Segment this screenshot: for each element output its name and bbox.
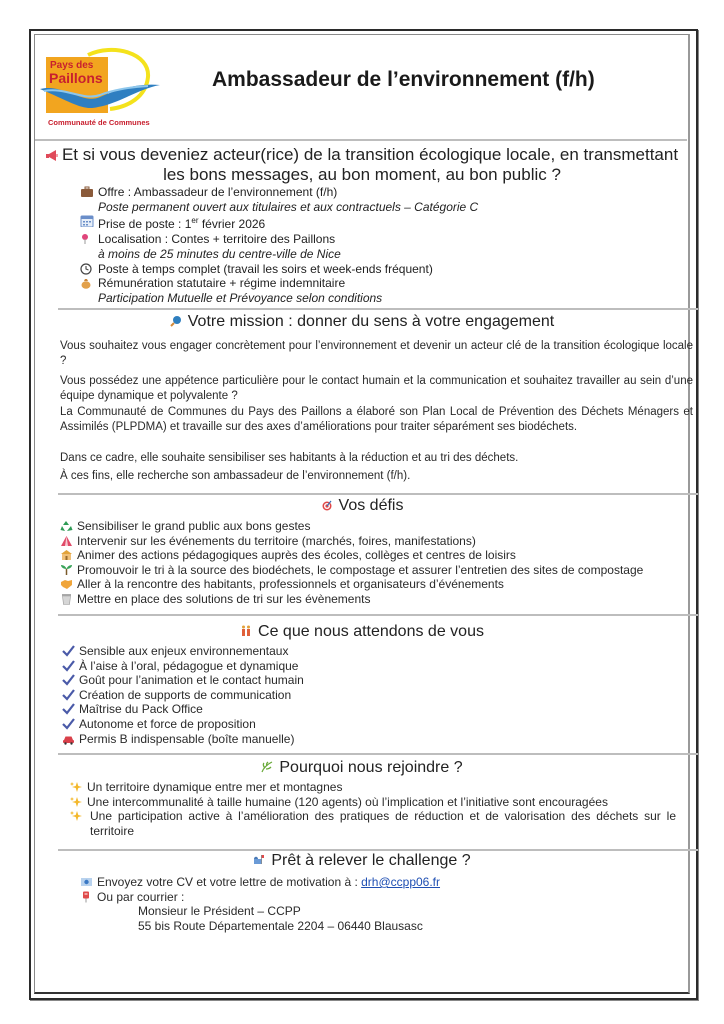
list-item-text: Aller à la rencontre des habitants, professionnels et organisateurs d’événements xyxy=(77,577,504,592)
list-item xyxy=(62,673,682,688)
pourquoi-heading xyxy=(36,759,688,777)
salary-subtitle: Participation Mutuelle et Prévoyance selon conditions xyxy=(98,290,383,305)
check-icon xyxy=(62,718,75,730)
megaphone-icon xyxy=(46,150,58,161)
mission-paragraph: À ces fins, elle recherche son ambassadeur de l’environnement (f/h). xyxy=(60,470,411,482)
offer-item xyxy=(80,214,680,232)
pourquoi-heading-text: Pourquoi nous rejoindre ? xyxy=(279,759,463,776)
list-item-text: Une intercommunalité à taille humaine (120 agents) où l’implication et l’initiative sont encouragées xyxy=(87,794,608,809)
divider xyxy=(35,139,687,141)
list-item xyxy=(60,592,700,607)
divider xyxy=(58,614,698,616)
check-icon xyxy=(62,645,75,657)
list-item xyxy=(62,717,682,732)
seedling-icon xyxy=(60,564,73,576)
divider xyxy=(58,849,698,851)
mailbox-icon xyxy=(253,854,265,866)
pourquoi-list xyxy=(70,780,676,838)
start-date-sup: er xyxy=(191,216,199,226)
page-title: Ambassadeur de l’environnement (f/h) xyxy=(212,68,595,91)
offer-item xyxy=(80,232,680,247)
magnifier-icon xyxy=(170,315,182,327)
defis-list xyxy=(60,519,700,607)
divider xyxy=(58,493,698,495)
list-item-text: Permis B indispensable (boîte manuelle) xyxy=(79,731,295,746)
address-line: 55 bis Route Départementale 2204 – 06440 Blausasc xyxy=(138,918,423,933)
logo-line2: Paillons xyxy=(49,70,103,86)
offer-item xyxy=(80,262,680,277)
address-line: Monsieur le Président – CCPP xyxy=(138,904,301,919)
mission-paragraph: Vous possédez une appétence particulière pour le contact humain et la communication et souhaitez travailler au sein d’une équipe dynamique et polyvalente ? xyxy=(60,375,693,402)
list-item-text: Une participation active à l’amélioration des pratiques de réduction et de valorisation des déchets sur le territoire xyxy=(90,809,676,838)
divider xyxy=(58,753,698,755)
car-icon xyxy=(62,733,75,745)
post-row xyxy=(80,890,680,905)
offer-details xyxy=(80,185,680,306)
sparkles-icon xyxy=(70,781,83,793)
email-link[interactable]: drh@ccpp06.fr xyxy=(361,875,441,889)
mission-heading-text: Votre mission : donner du sens à votre engagement xyxy=(187,313,555,330)
start-date xyxy=(98,214,265,232)
logo-line1: Pays des xyxy=(50,60,94,71)
list-item xyxy=(60,519,700,534)
target-icon xyxy=(321,499,333,511)
list-item xyxy=(62,688,682,703)
email-instruction xyxy=(97,875,440,890)
pays-des-paillons-logo xyxy=(38,45,168,130)
offer-subtitle: Poste permanent ouvert aux titulaires et aux contractuels – Catégorie C xyxy=(98,199,479,214)
list-item xyxy=(62,644,682,659)
briefcase-icon xyxy=(80,186,94,198)
check-icon xyxy=(62,660,75,672)
mission-paragraph: La Communauté de Communes du Pays des Paillons a élaboré son Plan Local de Prévention des Déchets Ménagers et Assimilés (PLPDMA) et travaille sur des axes d’améliorations pour traiter séparément ses biodéchets. xyxy=(60,406,693,433)
list-item-text: Goût pour l’animation et le contact humain xyxy=(79,673,304,688)
check-icon xyxy=(62,674,75,686)
location: Localisation : Contes + territoire des Paillons xyxy=(98,232,336,247)
people-icon xyxy=(240,625,252,637)
sparkles-icon xyxy=(70,810,83,822)
mission-paragraph: Vous souhaitez vous engager concrètement pour l’environnement et devenir un acteur clé de la transition écologique locale ? xyxy=(60,340,693,367)
attentes-heading xyxy=(36,623,688,641)
recycle-icon xyxy=(60,520,73,532)
list-item xyxy=(62,659,682,674)
challenge-heading-text: Prêt à relever le challenge ? xyxy=(271,852,471,869)
list-item xyxy=(60,534,700,549)
pin-icon xyxy=(80,233,94,245)
list-item xyxy=(62,732,682,747)
contact-list xyxy=(80,875,680,933)
list-item xyxy=(60,563,700,578)
list-item-text: Autonome et force de proposition xyxy=(79,716,256,731)
start-date-prefix: Prise de poste : 1 xyxy=(98,217,192,232)
leaf-icon xyxy=(261,761,273,773)
clock-icon xyxy=(80,263,94,275)
email-row xyxy=(80,875,680,890)
defis-heading xyxy=(36,497,688,515)
list-item xyxy=(70,780,676,795)
list-item xyxy=(70,809,676,838)
trash-can-icon xyxy=(60,593,73,605)
list-item-text: Maîtrise du Pack Office xyxy=(79,702,203,717)
offer-title: Offre : Ambassadeur de l’environnement (f/h) xyxy=(98,185,338,199)
attentes-heading-text: Ce que nous attendons de vous xyxy=(258,623,484,640)
school-icon xyxy=(60,549,73,561)
intro-text: Et si vous deveniez acteur(rice) de la transition écologique locale, en transmettant les bons messages, au bon moment, au bon public ? xyxy=(61,145,679,184)
postbox-icon xyxy=(80,891,93,903)
divider xyxy=(58,308,698,310)
defis-heading-text: Vos défis xyxy=(338,497,404,514)
list-item-text: Création de supports de communication xyxy=(79,687,292,702)
offer-item xyxy=(80,276,680,291)
money-bag-icon xyxy=(80,277,94,289)
mission-heading xyxy=(36,313,688,331)
list-item-text: À l’aise à l’oral, pédagogue et dynamique xyxy=(79,658,299,673)
email-icon xyxy=(80,876,93,888)
list-item-text: Sensibiliser le grand public aux bons gestes xyxy=(77,519,311,533)
list-item xyxy=(62,702,682,717)
list-item-text: Intervenir sur les événements du territoire (marchés, foires, manifestations) xyxy=(77,533,476,548)
list-item-text: Animer des actions pédagogiques auprès des écoles, collèges et centres de loisirs xyxy=(77,548,516,563)
list-item xyxy=(60,548,700,563)
working-time: Poste à temps complet (travail les soirs et week-ends fréquent) xyxy=(98,261,433,276)
intro-heading xyxy=(36,145,688,185)
attentes-list xyxy=(62,644,682,746)
logo-tagline: Communauté de Communes xyxy=(48,118,150,127)
email-prefix: Envoyez votre CV et votre lettre de motivation à : xyxy=(97,875,362,889)
list-item-text: Un territoire dynamique entre mer et montagnes xyxy=(87,780,343,794)
sparkles-icon xyxy=(70,796,83,808)
check-icon xyxy=(62,703,75,715)
handshake-icon xyxy=(60,578,73,590)
list-item-text: Promouvoir le tri à la source des biodéchets, le compostage et assurer l’entretien des sites de compostage xyxy=(77,562,644,577)
post-label: Ou par courrier : xyxy=(97,889,185,904)
list-item-text: Sensible aux enjeux environnementaux xyxy=(79,644,289,658)
list-item xyxy=(60,577,700,592)
mission-paragraph: Dans ce cadre, elle souhaite sensibiliser ses habitants à la réduction et au tri des déchets. xyxy=(60,452,519,464)
salary: Rémunération statutaire + régime indemnitaire xyxy=(98,276,346,291)
location-subtitle: à moins de 25 minutes du centre-ville de Nice xyxy=(98,246,341,261)
list-item xyxy=(70,795,676,810)
logo-graphic xyxy=(38,45,168,130)
challenge-heading xyxy=(36,852,688,870)
calendar-icon xyxy=(80,215,94,227)
offer-item xyxy=(80,185,680,200)
start-date-suffix: février 2026 xyxy=(198,217,266,232)
list-item-text: Mettre en place des solutions de tri sur les évènements xyxy=(77,591,371,606)
check-icon xyxy=(62,689,75,701)
circus-tent-icon xyxy=(60,535,73,547)
